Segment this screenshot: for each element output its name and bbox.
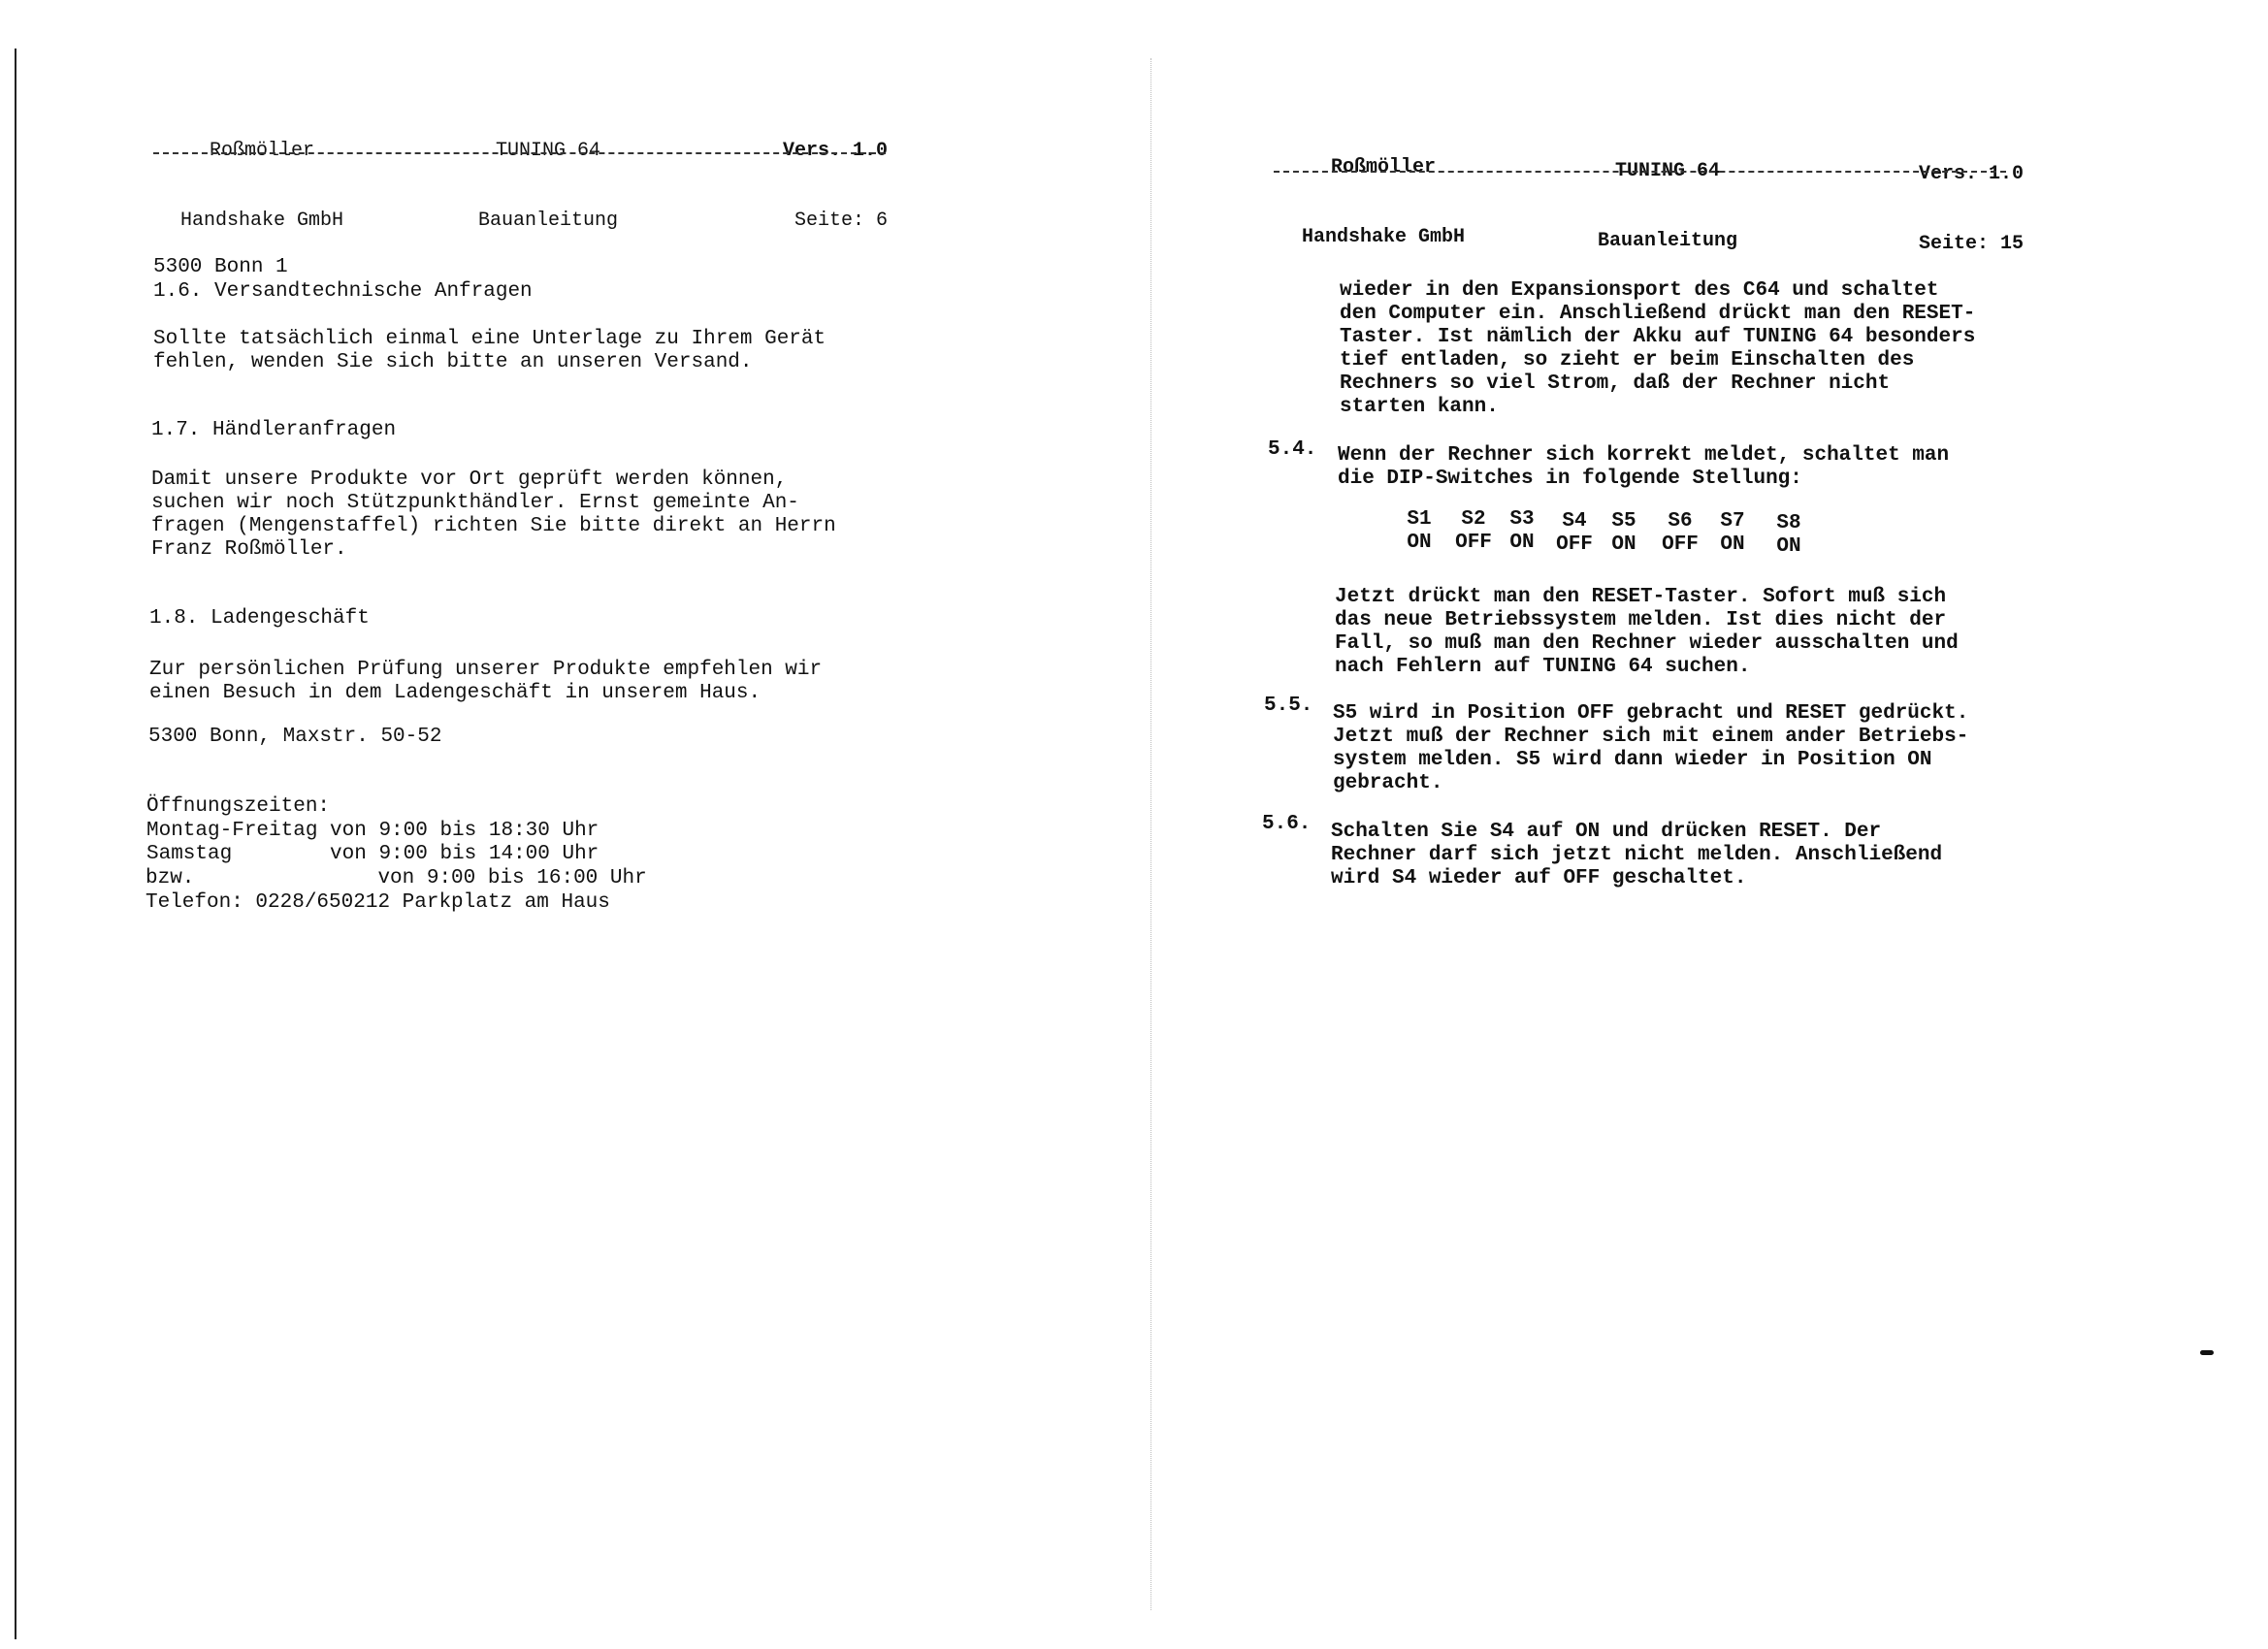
header-company [1277, 110, 1490, 296]
switch-name: S3 [1509, 508, 1535, 531]
header-page-number: Seite: 15 [1918, 233, 2024, 255]
header-rule [153, 152, 886, 154]
section-heading-1-6: 1.6. Versandtechnische Anfragen [153, 280, 533, 303]
paragraph-line: den Computer ein. Anschließend drückt man den RESET- [1340, 303, 1976, 325]
step-5-4-line: Jetzt drückt man den RESET-Taster. Sofort muß sich [1335, 586, 1947, 608]
switch-state: OFF [1662, 534, 1699, 556]
section-heading-1-7: 1.7. Händleranfragen [151, 419, 397, 441]
header-version-text: Vers. 1.0 [782, 140, 888, 162]
header-product-line-1: TUNING 64 [495, 140, 601, 162]
header-company-line-1: Roßmöller [1330, 156, 1437, 178]
phone-line: Telefon: 0228/650212 Parkplatz am Haus [146, 891, 610, 914]
switch-name: S7 [1720, 510, 1745, 533]
paragraph-line: Sollte tatsächlich einmal eine Unterlage zu Ihrem Gerät [153, 328, 826, 350]
step-5-6-line: Schalten Sie S4 auf ON und drücken RESET. Der [1331, 821, 1882, 843]
section-heading-1-8: 1.8. Ladengeschäft [149, 607, 370, 630]
header-company-line-2: Handshake GmbH [1301, 226, 1466, 248]
header-product-line-2: Bauanleitung [1597, 230, 1738, 252]
step-5-4-line: die DIP-Switches in folgende Stellung: [1338, 468, 1802, 490]
switch-state: ON [1509, 532, 1535, 554]
header-company-line-1: Roßmöller [209, 140, 315, 162]
step-5-5-line: system melden. S5 wird dann wieder in Position ON [1333, 749, 1932, 771]
right-page [1134, 0, 2268, 1649]
opening-hours-heading: Öffnungszeiten: [146, 795, 331, 818]
paragraph-line: Franz Roßmöller. [151, 538, 347, 561]
step-5-5-line: gebracht. [1333, 772, 1443, 794]
header-version [1868, 116, 2024, 303]
step-5-6-line: Rechner darf sich jetzt nicht melden. Anschließend [1331, 844, 1943, 866]
paragraph-line: tief entladen, so zieht er beim Einschalten des [1340, 349, 1915, 372]
opening-hours-line: Samstag von 9:00 bis 14:00 Uhr [146, 843, 599, 865]
switch-state: OFF [1556, 534, 1593, 556]
opening-hours-line: bzw. von 9:00 bis 16:00 Uhr [146, 867, 647, 889]
paragraph-line: starten kann. [1340, 396, 1499, 418]
switch-state: ON [1720, 534, 1745, 556]
switch-name: S4 [1562, 510, 1587, 533]
step-5-5-line: S5 wird in Position OFF gebracht und RESET gedrückt. [1333, 702, 1969, 725]
header-version [737, 93, 888, 279]
switch-state: ON [1776, 535, 1801, 558]
paragraph-line: wieder in den Expansionsport des C64 und schaltet [1340, 279, 1939, 302]
switch-name: S1 [1407, 508, 1432, 531]
step-5-6-line: wird S4 wieder auf OFF geschaltet. [1331, 867, 1747, 889]
switch-name: S2 [1461, 508, 1486, 531]
paragraph-line: Rechners so viel Strom, daß der Rechner nicht [1340, 372, 1891, 395]
paragraph-line: suchen wir noch Stützpunkthändler. Ernst gemeinte An- [151, 492, 799, 514]
address-line: 5300 Bonn 1 [153, 256, 288, 278]
step-number-5-4: 5.4. [1268, 438, 1317, 461]
switch-name: S6 [1668, 510, 1693, 533]
paragraph-line: Damit unsere Produkte vor Ort geprüft werden können, [151, 469, 788, 491]
step-5-4-line: Wenn der Rechner sich korrekt meldet, schaltet man [1338, 444, 1950, 467]
header-company-line-2: Handshake GmbH [179, 210, 344, 232]
header-page-number: Seite: 6 [794, 210, 888, 232]
step-number-5-5: 5.5. [1264, 695, 1313, 717]
step-number-5-6: 5.6. [1262, 813, 1312, 835]
paragraph-line: fehlen, wenden Sie sich bitte an unseren Versand. [153, 351, 753, 373]
paragraph-line: Zur persönlichen Prüfung unserer Produkte empfehlen wir [149, 659, 823, 681]
paragraph-line: Taster. Ist nämlich der Akku auf TUNING 64 besonders [1340, 326, 1976, 348]
step-5-4-line: das neue Betriebssystem melden. Ist dies nicht der [1335, 609, 1947, 631]
switch-state: ON [1407, 532, 1432, 554]
step-5-4-line: Fall, so muß man den Rechner wieder ausschalten und [1335, 632, 1959, 655]
step-5-4-line: nach Fehlern auf TUNING 64 suchen. [1335, 656, 1751, 678]
switch-name: S8 [1776, 512, 1801, 534]
header-product [1566, 113, 1769, 300]
switch-state: OFF [1455, 532, 1492, 554]
header-product-line-1: TUNING 64 [1614, 160, 1721, 182]
opening-hours-line: Montag-Freitag von 9:00 bis 18:30 Uhr [146, 820, 599, 842]
paragraph-line: einen Besuch in dem Ladengeschäft in unserem Haus. [149, 682, 761, 704]
switch-name: S5 [1611, 510, 1636, 533]
header-product [446, 93, 650, 279]
shop-address: 5300 Bonn, Maxstr. 50-52 [148, 726, 442, 748]
header-version-text: Vers. 1.0 [1918, 163, 2024, 185]
header-product-line-2: Bauanleitung [477, 210, 619, 232]
step-5-5-line: Jetzt muß der Rechner sich mit einem ander Betriebs- [1333, 726, 1969, 748]
header-company [155, 93, 369, 279]
header-rule [1274, 171, 2006, 173]
paragraph-line: fragen (Mengenstaffel) richten Sie bitte direkt an Herrn [151, 515, 836, 537]
switch-state: ON [1611, 534, 1636, 556]
